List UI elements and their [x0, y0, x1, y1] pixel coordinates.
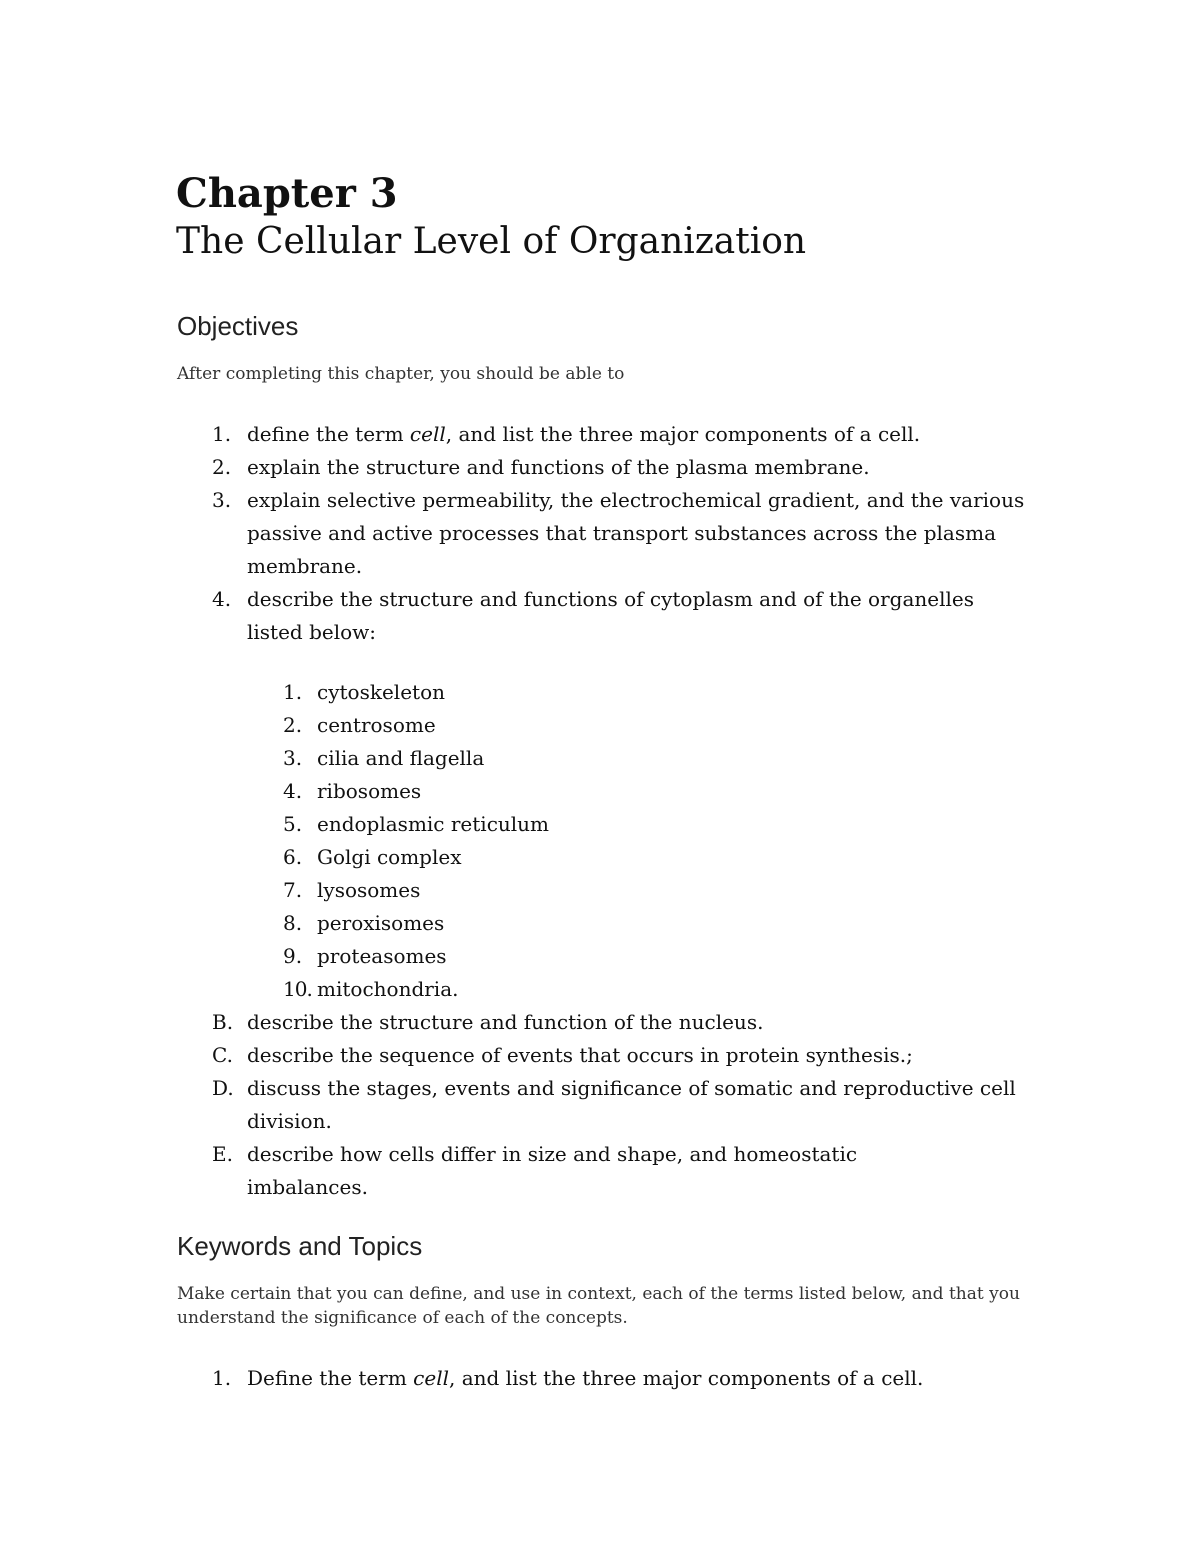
list-marker: D.	[212, 1076, 234, 1100]
list-marker: 3.	[283, 746, 303, 770]
list-marker: 8.	[283, 911, 303, 935]
list-item-text: mitochondria.	[317, 977, 459, 1001]
list-marker: 7.	[283, 878, 303, 902]
list-marker: 4.	[283, 779, 303, 803]
list-marker: E.	[212, 1142, 233, 1166]
list-item-text: lysosomes	[317, 878, 421, 902]
list-marker: 4.	[212, 587, 232, 611]
keywords-intro: Make certain that you can define, and use in context, each of the terms listed below, and that you understand the significance of each of the concepts.	[177, 1284, 1020, 1328]
list-marker: 10.	[283, 977, 312, 1001]
list-item-text: centrosome	[317, 713, 436, 737]
list-marker: 2.	[212, 455, 232, 479]
list-item-text: cytoskeleton	[317, 680, 445, 704]
list-marker: 5.	[283, 812, 303, 836]
chapter-title: The Cellular Level of Organization	[176, 221, 807, 262]
chapter-heading: Chapter 3	[176, 170, 398, 217]
list-item-text: Define the term cell, and list the three major components of a cell.	[247, 1366, 924, 1390]
list-marker: C.	[212, 1043, 233, 1067]
objectives-heading: Objectives	[177, 311, 299, 341]
list-item-text: proteasomes	[317, 944, 447, 968]
list-marker: 1.	[212, 1366, 232, 1390]
list-item-text: cilia and flagella	[317, 746, 485, 770]
list-marker: 9.	[283, 944, 303, 968]
list-item-text: endoplasmic reticulum	[317, 812, 550, 836]
keywords-heading: Keywords and Topics	[177, 1231, 423, 1261]
list-marker: 1.	[212, 422, 232, 446]
list-item-text: describe the sequence of events that occurs in protein synthesis.;	[247, 1043, 913, 1067]
list-marker: 1.	[283, 680, 303, 704]
list-marker: 3.	[212, 488, 232, 512]
list-marker: B.	[212, 1010, 234, 1034]
list-item-text: discuss the stages, events and significance of somatic and reproductive cell division.	[247, 1076, 1016, 1133]
list-item-text: define the term cell, and list the three major components of a cell.	[247, 422, 921, 446]
list-item-text: explain selective permeability, the electrochemical gradient, and the various passive and active processes that transport substances across the plasma membrane.	[247, 488, 1025, 578]
list-item-text: explain the structure and functions of the plasma membrane.	[247, 455, 870, 479]
list-item-text: describe the structure and functions of cytoplasm and of the organelles listed below:	[247, 587, 974, 644]
list-item-text: describe the structure and function of the nucleus.	[247, 1010, 764, 1034]
emphasis-term: cell	[409, 422, 446, 446]
list-item-text: describe how cells differ in size and shape, and homeostatic imbalances.	[247, 1142, 858, 1199]
objectives-intro: After completing this chapter, you should be able to	[177, 364, 625, 384]
list-item-text: Golgi complex	[317, 845, 462, 869]
list-item-text: peroxisomes	[317, 911, 445, 935]
list-marker: 2.	[283, 713, 303, 737]
list-marker: 6.	[283, 845, 303, 869]
emphasis-term: cell	[413, 1366, 449, 1390]
list-item-text: ribosomes	[317, 779, 422, 803]
